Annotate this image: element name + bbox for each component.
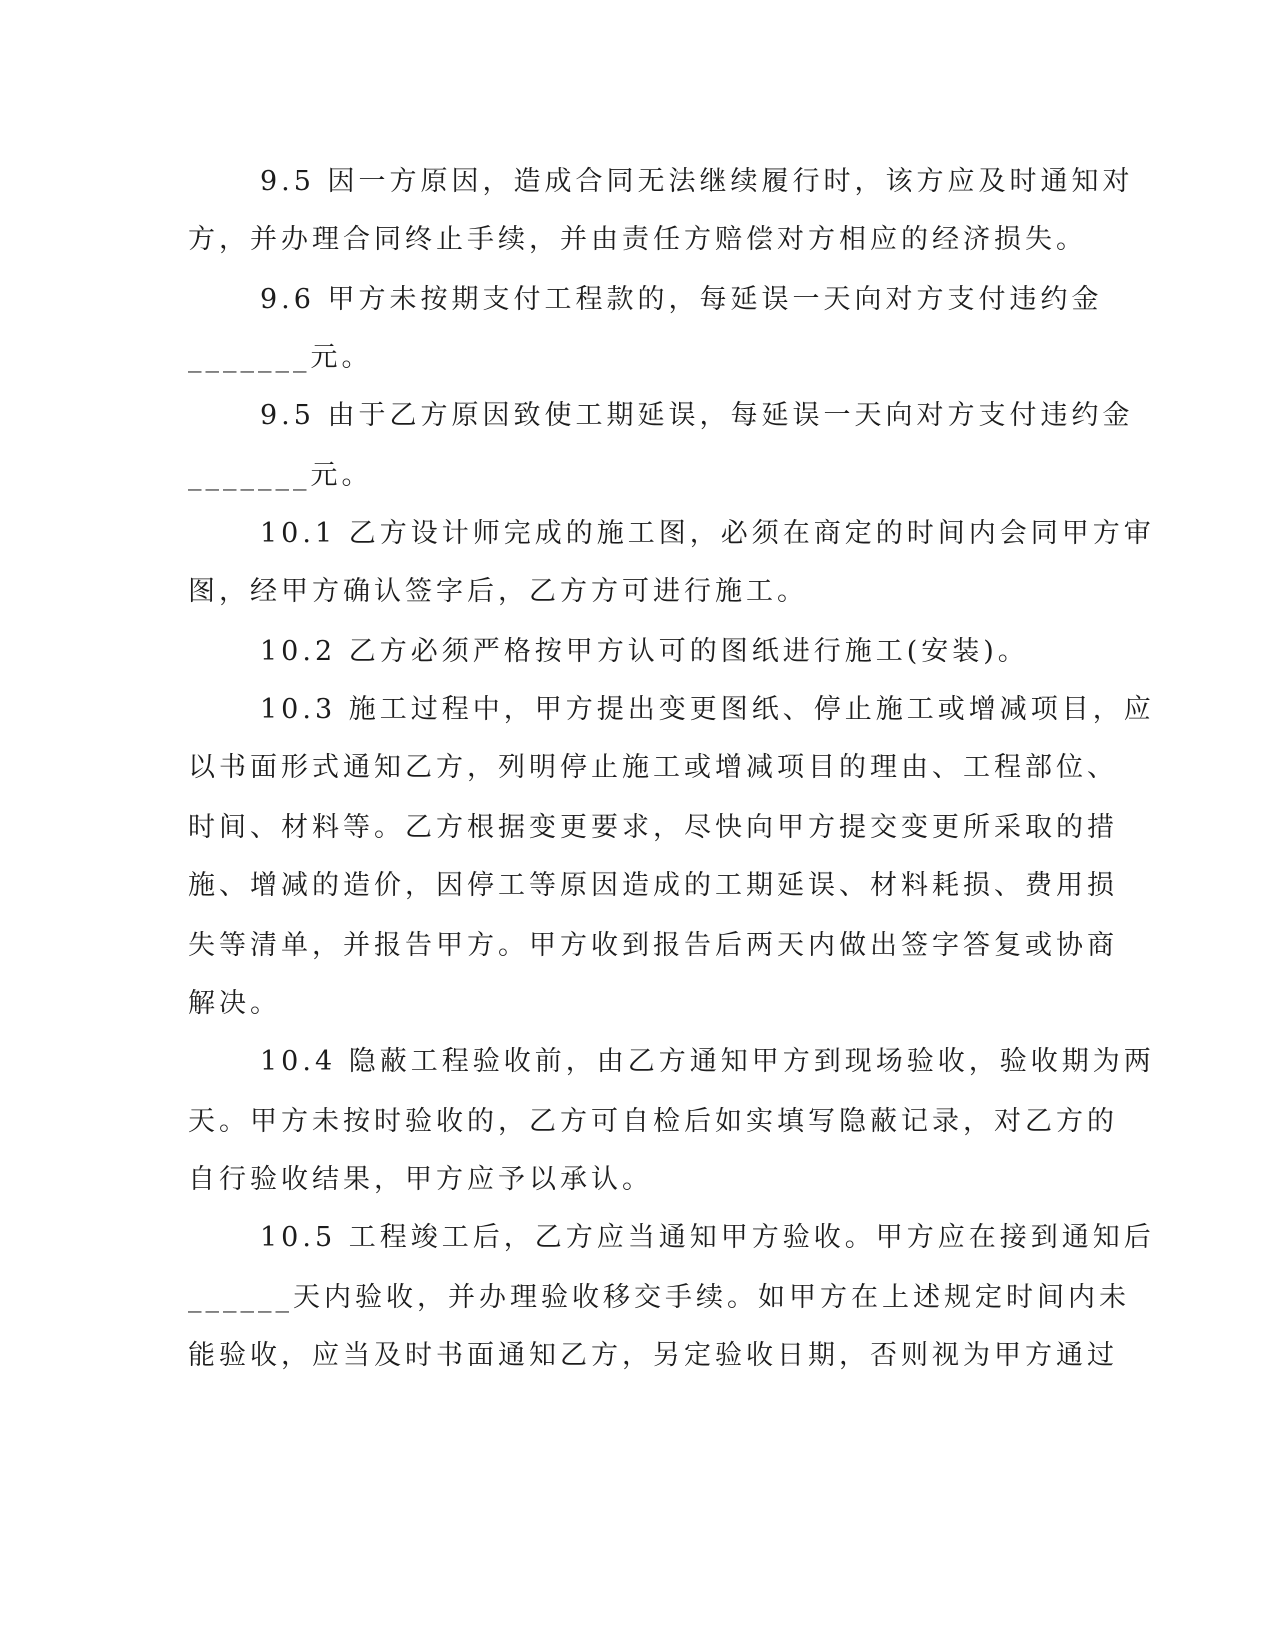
paragraph-9-5b-line-1: 9.5 由于乙方原因致使工期延误，每延误一天向对方支付违约金: [260, 400, 1134, 431]
paragraph-10-3-line-6: 解决。: [188, 988, 281, 1019]
paragraph-9-5-line-2: 方，并办理合同终止手续，并由责任方赔偿对方相应的经济损失。: [188, 224, 1087, 255]
paragraph-10-3-line-5: 失等清单，并报告甲方。甲方收到报告后两天内做出签字答复或协商: [188, 930, 1118, 961]
paragraph-10-5-line-2: ______天内验收，并办理验收移交手续。如甲方在上述规定时间内未: [188, 1282, 1130, 1313]
paragraph-10-1-line-2: 图，经甲方确认签字后，乙方方可进行施工。: [188, 576, 808, 607]
paragraph-9-5-line-1: 9.5 因一方原因，造成合同无法继续履行时，该方应及时通知对: [260, 166, 1134, 197]
paragraph-10-4-line-1: 10.4 隐蔽工程验收前，由乙方通知甲方到现场验收，验收期为两: [260, 1046, 1155, 1077]
paragraph-10-3-line-1: 10.3 施工过程中，甲方提出变更图纸、停止施工或增减项目，应: [260, 694, 1155, 725]
paragraph-10-3-line-3: 时间、材料等。乙方根据变更要求，尽快向甲方提交变更所采取的措: [188, 812, 1118, 843]
paragraph-9-6-line-1: 9.6 甲方未按期支付工程款的，每延误一天向对方支付违约金: [260, 284, 1103, 315]
paragraph-10-4-line-2: 天。甲方未按时验收的，乙方可自检后如实填写隐蔽记录，对乙方的: [188, 1106, 1118, 1137]
paragraph-10-1-line-1: 10.1 乙方设计师完成的施工图，必须在商定的时间内会同甲方审: [260, 518, 1155, 549]
paragraph-9-5b-line-2: _______元。: [188, 460, 373, 491]
paragraph-10-2-line-1: 10.2 乙方必须严格按甲方认可的图纸进行施工(安装)。: [260, 636, 1029, 667]
paragraph-10-5-line-3: 能验收，应当及时书面通知乙方，另定验收日期，否则视为甲方通过: [188, 1340, 1118, 1371]
paragraph-9-6-line-2: _______元。: [188, 342, 373, 373]
paragraph-10-4-line-3: 自行验收结果，甲方应予以承认。: [188, 1164, 653, 1195]
paragraph-10-3-line-4: 施、增减的造价，因停工等原因造成的工期延误、材料耗损、费用损: [188, 870, 1118, 901]
paragraph-10-5-line-1: 10.5 工程竣工后，乙方应当通知甲方验收。甲方应在接到通知后: [260, 1222, 1155, 1253]
paragraph-10-3-line-2: 以书面形式通知乙方，列明停止施工或增减项目的理由、工程部位、: [188, 752, 1118, 783]
